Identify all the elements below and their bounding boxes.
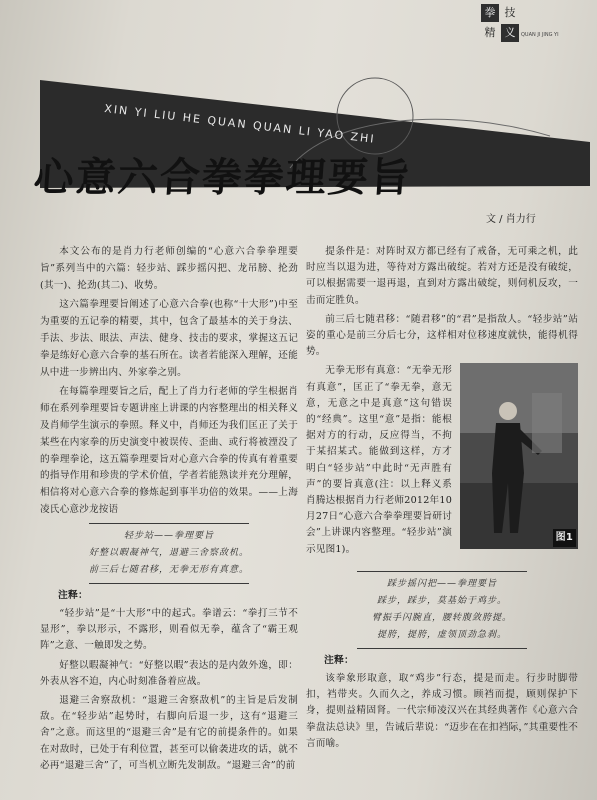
badge-char: 拳 [481, 4, 499, 22]
divider [357, 571, 527, 572]
verse-block [40, 528, 298, 579]
intro-paragraph: 本文公布的是肖力行老师创编的“心意六合拳拳理要旨”系列当中的六篇：轻步站、踩步摇闪把、龙吊膀、抡劲(其一)、抡劲(其二)、收势。 [40, 246, 298, 291]
verse-line: 提胯，提胯，虚领顶劲急刹。 [376, 629, 507, 640]
note-heading: 注释： [58, 589, 88, 601]
verse-line: 好整以暇凝神气，退避三舍察敌机。 [88, 547, 249, 558]
note-paragraph: 退避三舍察敌机：“退避三舍察敌机”的主旨是后发制敌。在“轻步站”起势时，右脚向后退一步，这有“退避三舍”之意。而这里的“退避三舍”是有它的前提条件的。如果在对敌时，已处于有利位置，甚至可以偷袭进攻的话，就不必再“退避三舍”了，可当机立断先发制敌。“退避三舍”的前 [40, 694, 298, 771]
badge-char: 义 [501, 24, 519, 42]
banner-pinyin: XIN YI LIU HE QUAN QUAN LI YAO ZHI [103, 102, 377, 146]
photo-image [460, 363, 578, 549]
divider [357, 648, 527, 649]
body-paragraph: 提条件是：对阵时双方都已经有了戒备，无可乘之机，此时应当以退为进，等待对方露出破绽。若对方还是没有破绽，可以根据需要一退再退，直到对方露出破绽，则伺机反攻，一击而定胜负。 [306, 246, 578, 306]
badge-char: 技 [504, 6, 516, 19]
section-badge [481, 0, 559, 64]
verse-line: 踩步，踩步，莫基始于鸡步。 [376, 595, 507, 606]
figure-label: 图1 [553, 529, 576, 547]
intro-paragraph: 在每篇拳理要旨之后，配上了肖力行老师的学生根据肖师在系列拳理要旨专题讲座上讲课的内容整理出的相关释义及肖师学生演示的拳照。释义中，肖师还为我们匡正了关于某些在内家拳的历史演变中被误传、歪曲、或行将被湮没了的拳理拳论，这五篇拳理要旨对心意六合拳的传真有着重要的指导作用和珍贵的学术价值，学者若能熟读并充分理解，相信将对心意六合拳的修炼起到事半功倍的效果。——上海凌氏心意沙龙按语 [40, 386, 298, 515]
verse-title: 轻步站——拳理要旨 [123, 530, 214, 541]
left-column [40, 244, 298, 777]
verse-block [306, 576, 578, 644]
body-paragraph: 无拳无形有真意：“无拳无形有真意”，匡正了“拳无拳，意无意，无意之中是真意”这句错误的“经典”。这里“意”是指：能根据对方的行动，反应得当，不拘于某招某式。能做到这样，方才明白“轻步站”中此时“无声胜有声”的要旨真意(注：以上释义系肖腾达根据肖力行老师2012年10月27日“心意六合拳拳理要旨研讨会”上讲课内容整理。“轻步站”演示见图1)。 [306, 365, 452, 555]
intro-block [40, 244, 298, 519]
note-paragraph: 好整以暇凝神气：“好整以暇”表达的是内敛外逸，即：外表从容不迫，内心时刻准备着应战。 [40, 659, 298, 687]
article-title: 心意六合拳拳理要旨 [32, 155, 414, 201]
divider [89, 523, 249, 524]
byline: 文 / 肖力行 [486, 214, 536, 225]
figure-photo [460, 363, 578, 549]
intro-paragraph: 这六篇拳理要旨阐述了心意六合拳(也称“十大形”)中至为重要的五记拳的精要，其中，包含了最基本的关于身法、手法、步法、眼法、声法、健身、技击的要求，掌握这五记拳是练好心意六合拳的基石所在。读者若能深入理解，还能从中进一步辨出内、外家拳之别。 [40, 299, 298, 378]
badge-char: 精 [484, 26, 496, 39]
verse-line: 前三后七随君移，无拳无形有真意。 [88, 564, 249, 575]
verse-title: 踩步摇闪把——拳理要旨 [386, 578, 497, 589]
right-column [306, 244, 578, 755]
body-paragraph: 前三后七随君移：“随君移”的“君”是指敌人。“轻步站”站姿的重心是前三分后七分，这样相对位移速度就快，能得机得势。 [306, 313, 578, 358]
note-paragraph: 该拳象形取意，取“鸡步”行态，提是而走。行步时脚带扣，裆带夹。久而久之，养成习惯。顾裆而提，顾则保护下身，提则益精固肾。一代宗师凌汉兴在其经典著作《心意六合拳盘法总诀》里，告诫后辈说：“迈步在在扣裆际，”其重要性不言而喻。 [306, 673, 578, 749]
note-heading: 注释： [324, 654, 354, 666]
divider [89, 583, 249, 584]
badge-caption: QUAN JI JING YI [521, 32, 559, 38]
verse-line: 臂振手闪腕直，腰转腹敛胯提。 [371, 612, 512, 623]
note-paragraph: “轻步站”是“十大形”中的起式。拳谱云：“拳打三节不显形”，拳以形示，不露形，则看似无拳，蕴含了“霸王观阵”之意、一触即发之势。 [40, 607, 298, 652]
